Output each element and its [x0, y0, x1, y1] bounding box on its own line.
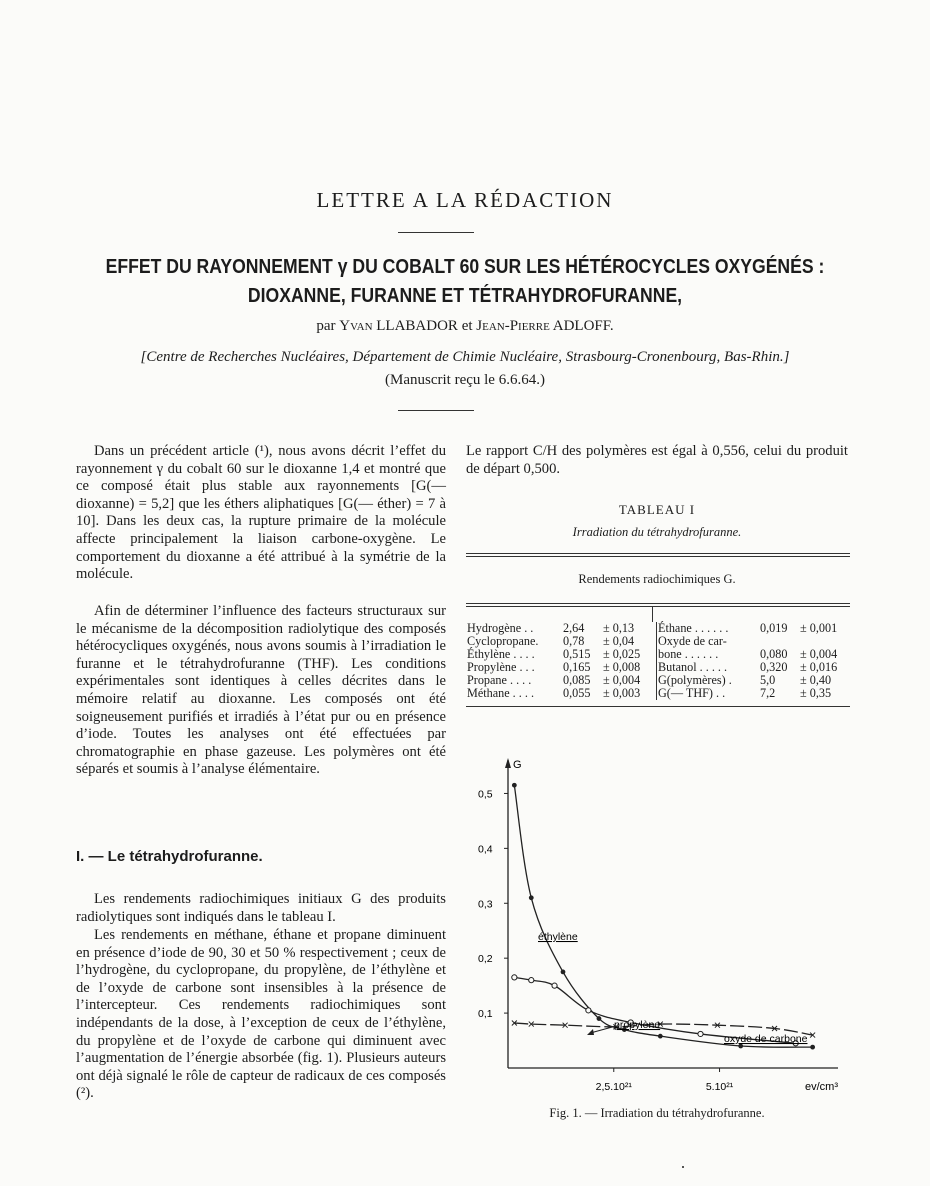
compound-name: Cyclopropane. — [467, 634, 539, 648]
table-rule-2 — [466, 556, 850, 557]
x-tick-label: 5.10²¹ — [705, 1081, 734, 1093]
yield-value: 7,2 — [760, 686, 776, 700]
yield-value: 0,080 — [760, 647, 788, 661]
yield-value: 5,0 — [760, 673, 776, 687]
yield-error: ± 0,004 — [602, 674, 657, 687]
compound-name: G(polymères) . — [658, 673, 732, 687]
page-mark — [682, 1166, 684, 1168]
header-rule-bottom — [398, 410, 474, 411]
author-1: Yvan LLABADOR — [339, 318, 458, 334]
yield-error: ± 0,004 — [800, 647, 838, 661]
compound-name: Oxyde de car- — [658, 634, 727, 648]
y-tick-label: 0,2 — [478, 953, 493, 966]
yield-error: ± 0,001 — [800, 621, 838, 635]
yield-value: 0,78 — [563, 634, 585, 648]
data-point-circle — [698, 1031, 703, 1036]
author-2: Jean-Pierre ADLOFF. — [476, 318, 614, 334]
y-tick-label: 0,1 — [478, 1008, 493, 1021]
data-point-dot — [512, 783, 517, 788]
data-point-dot — [597, 1016, 602, 1021]
yield-error: ± 0,40 — [800, 673, 832, 687]
yield-value: 0,165 — [563, 660, 591, 674]
data-point-dot — [529, 895, 534, 900]
table-rule-1 — [466, 553, 850, 554]
paragraph-2: Afin de déterminer l’influence des facteurs structuraux sur le mécanisme de la décomposition radiolytique des composés hétérocycliques oxygénés, nous avons soumis à l’irradiation le furanne et le tétrahydrofuranne (THF). Les conditions expérimentales sont identiques à celles décrites dans le mémoire relatif au dioxanne. Les composés ont été soigneusement purifiés et irradiés à l’état pur ou en présence d’iode. Toutes les analyses ont été effectuées par chromatographie en phase gazeuse. Les polymères ont été séparés et soumis à l’analyse élémentaire. — [76, 603, 446, 778]
table-row — [466, 687, 850, 700]
compound-name: Méthane . . . . — [467, 686, 535, 700]
yield-value: 0,019 — [760, 621, 788, 635]
table-rule-3 — [466, 603, 850, 604]
table-title: TABLEAU I — [618, 502, 696, 517]
yield-error: ± 0,003 — [602, 687, 657, 700]
section-heading: I. — Le tétrahydrofuranne. — [76, 848, 263, 865]
table-caption: Rendements radiochimiques G. — [578, 572, 736, 586]
data-point-dot — [561, 970, 566, 975]
paragraph-3: Les rendements radiochimiques initiaux G des produits radiolytiques sont indiqués dans le tableau I. — [76, 891, 446, 925]
yield-error: ± 0,04 — [602, 635, 657, 648]
yield-value: 0,085 — [563, 673, 591, 687]
compound-name: G(— THF) . . — [658, 686, 726, 700]
x-tick-label: 2,5.10²¹ — [595, 1081, 632, 1093]
y-tick-label: 0,4 — [478, 843, 493, 856]
compound-name: Éthane . . . . . . — [658, 621, 729, 635]
yield-value: 2,64 — [563, 621, 585, 635]
table-rule-bottom — [466, 706, 850, 707]
data-point-circle — [586, 1008, 591, 1013]
authors-par: par — [316, 318, 336, 334]
yield-error: ± 0,025 — [602, 648, 657, 661]
y-tick-label: 0,3 — [478, 898, 493, 911]
yield-table — [466, 622, 850, 700]
table-subtitle: Irradiation du tétrahydrofuranne. — [572, 525, 742, 539]
label-leader-arrow — [587, 1029, 594, 1035]
data-point-circle — [552, 983, 557, 988]
header-rule-top — [398, 232, 474, 233]
x-axis-label: ev/cm³ — [805, 1081, 838, 1093]
compound-name: Butanol . . . . . — [658, 660, 728, 674]
yield-error: ± 0,35 — [800, 686, 832, 700]
figure-chart — [466, 740, 850, 1102]
compound-name: Éthylène . . . . — [467, 647, 535, 661]
series-label: oxyde de carbone — [724, 1033, 808, 1045]
yield-value: 0,055 — [563, 686, 591, 700]
paragraph-4: Les rendements en méthane, éthane et propane diminuent en présence d’iode de 90, 30 et 50 % respectivement ; ceux de l’hydrogène, du cyclopropane, du propylène, de l’éthylène et de l’oxyde de carbone sont insensibles à la présence de l’intercepteur. Ces rendements radiochimiques sont indépendants de la dose, à l’exception de ceux de l’éthylène, du propylène et de l’oxyde de carbone qui diminuent avec l’augmentation de l’énergie absorbée (fig. 1). Plusieurs auteurs ont déjà signalé le rôle de capteur de radicaux de ces composés (²). — [76, 927, 446, 1102]
figure-caption: Fig. 1. — Irradiation du tétrahydrofuranne. — [549, 1106, 765, 1120]
right-paragraph-1: Le rapport C/H des polymères est égal à 0,556, celui du produit de départ 0,500. — [466, 443, 848, 477]
y-tick-label: 0,5 — [478, 788, 493, 801]
data-point-circle — [529, 978, 534, 983]
yield-error: ± 0,008 — [602, 661, 657, 674]
data-point-dot — [658, 1034, 663, 1039]
data-point-circle — [512, 975, 517, 980]
y-axis-arrow — [505, 758, 511, 768]
data-point-dot — [810, 1045, 815, 1050]
series-line-0 — [514, 785, 812, 1047]
yield-error: ± 0,13 — [602, 622, 657, 635]
compound-name: Propane . . . . — [467, 673, 532, 687]
authors — [0, 318, 930, 335]
y-axis-label: G — [513, 759, 522, 771]
yield-value: 0,515 — [563, 647, 591, 661]
affiliation: [Centre de Recherches Nucléaires, Département de Chimie Nucléaire, Strasbourg-Cronenbourg, Bas-Rhin.] — [140, 349, 790, 365]
compound-name: bone . . . . . . — [658, 647, 719, 661]
compound-name: Propylène . . . — [467, 660, 535, 674]
table-rule-4 — [466, 606, 850, 607]
series-label: propylène — [614, 1019, 661, 1031]
paper-title-line-1: EFFET DU RAYONNEMENT γ DU COBALT 60 SUR LES HÉTÉROCYCLES OXYGÉNÉS : — [105, 256, 825, 278]
paragraph-1: Dans un précédent article (¹), nous avons décrit l’effet du rayonnement γ du cobalt 60 sur le dioxanne 1,4 et montré que ce composé était plus stable aux rayonnements [G(— dioxanne) = 5,2] que les éthers aliphatiques [G(— éther) = 7 à 10]. Dans les deux cas, la rupture primaire de la molécule affecte principalement la liaison carbone-oxygène. Le comportement du dioxanne a été attribué à la symétrie de la molécule. — [76, 443, 446, 583]
yield-error: ± 0,016 — [800, 660, 838, 674]
series-label: éthylène — [538, 931, 578, 943]
section-header: LETTRE A LA RÉDACTION — [316, 188, 614, 212]
compound-name: Hydrogène . . — [467, 621, 534, 635]
table-column-divider-top — [652, 607, 653, 622]
received-date: (Manuscrit reçu le 6.6.64.) — [385, 372, 545, 388]
yield-value: 0,320 — [760, 660, 788, 674]
paper-title-line-2: DIOXANNE, FURANNE ET TÉTRAHYDROFURANNE, — [247, 285, 683, 307]
authors-et: et — [461, 318, 473, 334]
